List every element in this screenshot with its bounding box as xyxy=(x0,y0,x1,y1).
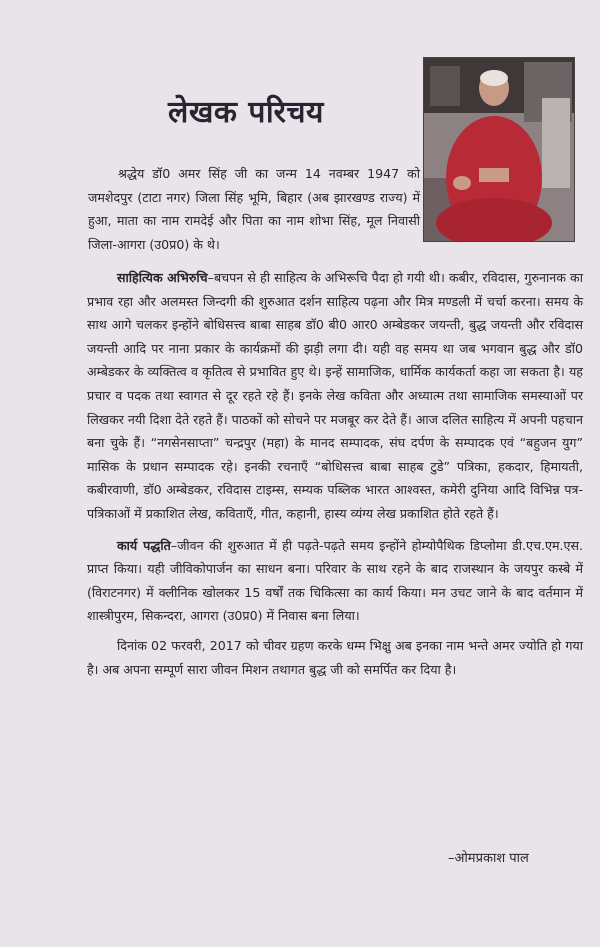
section-work-text: –जीवन की शुरुआत में ही पढ़ते-पढ़ते समय इन्होंने होम्योपैथिक डिप्लोमा डी.एच.एम.एस. प्राप्त किया। यही जीविकोपार्जन का साधन बना। परिवार के साथ रहने के बाद राजस्थान के जयपुर कस्बे में (विराटनगर) में क्लीनिक खोलकर 15 वर्षों तक चिकित्सा का कार्य किया। मन उचट जाने के बाद वर्तमान में शास्त्रीपुरम, सिकन्दरा, आगरा (उ0प्र0) में निवास बना लिया। xyxy=(87,537,584,624)
intro-text: श्रद्धेय डॉ0 अमर सिंह जी का जन्म 14 नवम्बर 1947 को जमशेदपुर (टाटा नगर) जिला सिंह भूमि, बिहार (अब झारखण्ड राज्य) में हुआ, माता का नाम रामदेई और पिता का नाम शोभा सिंह, मूल निवासी जिला-आगरा (उ0प्र0) के थे। xyxy=(88,166,420,252)
page-title: लेखक परिचय xyxy=(168,95,324,130)
section-work xyxy=(87,534,583,628)
section-literary xyxy=(87,266,583,526)
author-photo xyxy=(423,57,575,242)
closing-paragraph: दिनांक 02 फरवरी, 2017 को चीवर ग्रहण करके धम्म भिक्षु अब इनका नाम भन्ते अमर ज्योति हो गया है। अब अपना सम्पूर्ण सारा जीवन मिशन तथागत बुद्ध जी को समर्पित कर दिया है। xyxy=(87,637,583,677)
signature: –ओमप्रकाश पाल xyxy=(448,851,529,866)
section-work-heading: कार्य पद्धति xyxy=(117,537,171,553)
section-literary-heading: साहित्यिक अभिरुचि xyxy=(117,270,208,285)
main-body xyxy=(87,266,583,681)
section-literary-text: –बचपन से ही साहित्य के अभिरूचि पैदा हो गयी थी। कबीर, रविदास, गुरुनानक का प्रभाव रहा और अलमस्त जिन्दगी की शुरुआत दर्शन साहित्य पढ़ना और मित्र मण्डली में चर्चा करना। समय के साथ आगे चलकर इन्होंने बोधिसत्त्व बाबा साहब डॉ0 बी0 आर0 अम्बेडकर जयन्ती, बुद्ध जयन्ती और रविदास जयन्ती आदि पर नाना प्रकार के कार्यक्रमों की झड़ी लगा दी। यही वह समय था जब भगवान बुद्ध और डॉ0 अम्बेडकर के व्यक्तित्व व कृतित्व से प्रभावित हुए थे। इन्हें सामाजिक, धार्मिक कार्यकर्ता कहा जा सकता है। यह प्रचार व पदक तथा स्वागत से दूर रहते रहे हैं। इनके लेख कविता और अध्यात्म तथा सामाजिक समस्याओं पर लिखकर नयी दिशा देते रहते हैं। पाठकों को सोचने पर मजबूर कर देते हैं। आज दलित साहित्य में अपनी पहचान बना चुके हैं। “नगसेनसाप्ता” चन्द्रपुर (महा) के मानद सम्पादक, संघ दर्पण के सम्पादक एवं “बहुजन युग” मासिक के प्रधान सम्पादक रहे। इनकी रचनाएँ “बोधिसत्त्व बाबा साहब टुडे” पत्रिका, हकदार, हिमायती, कबीरवाणी, डॉ0 अम्बेडकर, रविदास टाइम्स, सम्यक पब्लिक भारत आश्वस्त, कमेरी दुनिया आदि विभिन्न पत्र-पत्रिकाओं में प्रकाशित लेख, कविताएँ, गीत, कहानी, हास्य व्यंग्य लेख प्रकाशित होते रहते हैं। xyxy=(87,270,583,521)
intro-paragraph xyxy=(88,162,420,256)
